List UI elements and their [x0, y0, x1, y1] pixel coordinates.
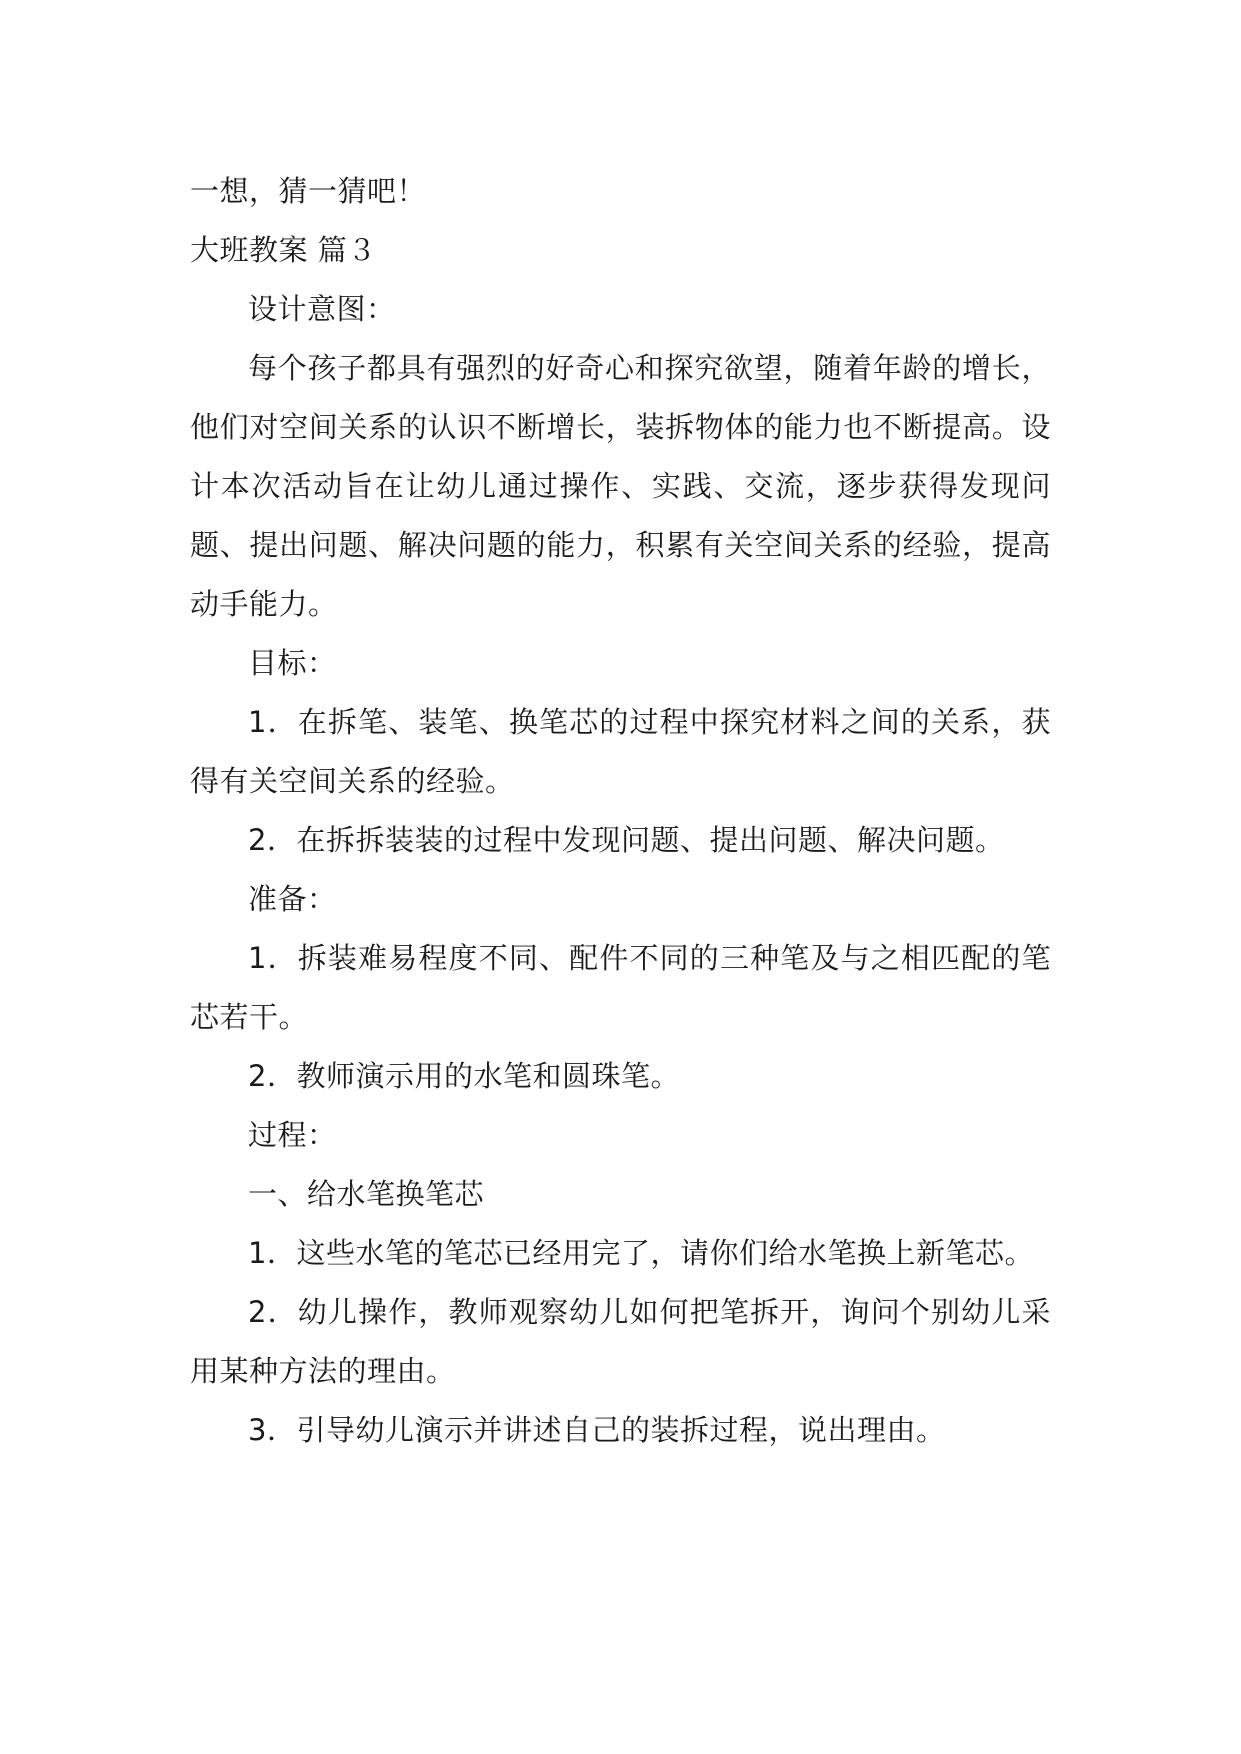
paragraph-step-1-2: 2．幼儿操作，教师观察幼儿如何把笔拆开，询问个别幼儿采用某种方法的理由。	[190, 1295, 1051, 1388]
subheading-step-1: 一、给水笔换笔芯	[248, 1177, 485, 1211]
text-line: 一想，猜一猜吧！	[190, 174, 427, 208]
paragraph-goal-1: 1．在拆笔、装笔、换笔芯的过程中探究材料之间的关系，获得有关空间关系的经验。	[190, 705, 1051, 798]
paragraph-step-1-1: 1．这些水笔的笔芯已经用完了，请你们给水笔换上新笔芯。	[248, 1236, 1034, 1270]
paragraph-preparation-1: 1．拆装难易程度不同、配件不同的三种笔及与之相匹配的笔芯若干。	[190, 941, 1051, 1034]
subheading-preparation: 准备：	[248, 882, 337, 916]
paragraph-goal-2: 2．在拆拆装装的过程中发现问题、提出问题、解决问题。	[248, 823, 1005, 857]
subheading-goals: 目标：	[248, 646, 337, 680]
paragraph-design-intent: 每个孩子都具有强烈的好奇心和探究欲望，随着年龄的增长，他们对空间关系的认识不断增长，装拆物体的能力也不断提高。设计本次活动旨在让幼儿通过操作、实践、交流，逐步获得发现问题、提出问题、解决问题的能力，积累有关空间关系的经验，提高动手能力。	[190, 351, 1051, 621]
section-heading: 大班教案 篇３	[190, 233, 377, 267]
subheading-design-intent: 设计意图：	[248, 292, 396, 326]
document-page	[190, 162, 1051, 1460]
subheading-process: 过程：	[248, 1118, 337, 1152]
paragraph-step-1-3: 3．引导幼儿演示并讲述自己的装拆过程，说出理由。	[248, 1413, 946, 1447]
paragraph-preparation-2: 2．教师演示用的水笔和圆珠笔。	[248, 1059, 680, 1093]
